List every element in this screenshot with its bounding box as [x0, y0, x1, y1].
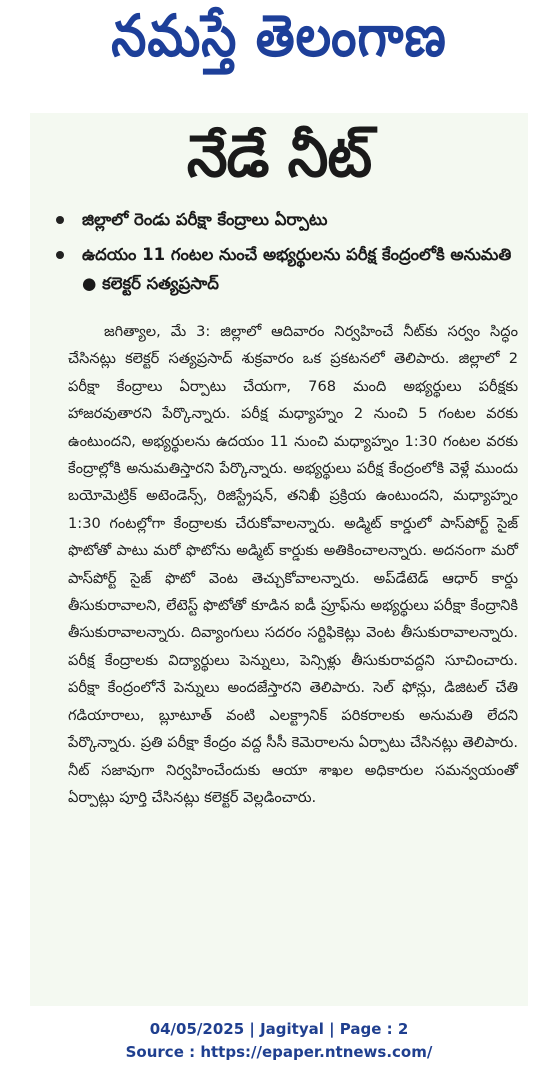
- article-clipping: [30, 113, 528, 1006]
- article-paragraph: జగిత్యాల, మే 3: జిల్లాలో ఆదివారం నిర్వహించే నీట్‌కు సర్వం సిద్ధం చేసినట్లు కలెక్టర్ సత్యప్రసాద్ శుక్రవారం ఒక ప్రకటనలో తెలిపారు. జిల్లాలో 2 పరీక్షా కేంద్రాలు ఏర్పాటు చేయగా, 768 మంది అభ్యర్థులు పరీక్షకు హాజరవుతారని పేర్కొన్నారు. పరీక్ష మధ్యాహ్నం 2 నుంచి 5 గంటల వరకు ఉంటుందని, అభ్యర్థులను ఉదయం 11 నుంచి మధ్యాహ్నం 1:30 గంటల వరకు కేంద్రాల్లోకి అనుమతిస్తారని పేర్కొన్నారు. అభ్యర్థులు పరీక్ష కేంద్రంలోకి వెళ్లే ముందు బయోమెట్రిక్ అటెండెన్స్, రిజిస్ట్రేషన్, తనిఖీ ప్రక్రియ ఉంటుందని, మధ్యాహ్నం 1:30 గంటల్లోగా కేంద్రాలకు చేరుకోవాలన్నారు. అడ్మిట్ కార్డులో పాస్‌పోర్ట్ సైజ్ ఫొటోతో పాటు మరో ఫొటోను అడ్మిట్ కార్డుకు అతికించాలన్నారు. అదనంగా మరో పాస్‌పోర్ట్ సైజ్ ఫొటో వెంట తెచ్చుకోవాలన్నారు. అప్‌డేటెడ్ ఆధార్ కార్డు తీసుకురావాలని, లేటెస్ట్ ఫొటోతో కూడిన ఐడీ ప్రూఫ్‌ను అభ్యర్థులు పరీక్షా కేంద్రానికి తీసుకురావాలన్నారు. దివ్యాంగులు సదరం సర్టిఫికెట్లు వెంట తీసుకురావాలన్నారు. పరీక్ష కేంద్రాలకు విద్యార్థులు పెన్నులు, పెన్సిళ్లు తీసుకురావద్దని సూచించారు. పరీక్షా కేంద్రంలోనే పెన్నులు అందజేస్తారని తెలిపారు. సెల్ ఫోన్లు, డిజిటల్ చేతి గడియారాలు, బ్లూటూత్ వంటి ఎలక్ట్రానిక్ పరికరాలకు అనుమతి లేదని పేర్కొన్నారు. ప్రతి పరీక్షా కేంద్రం వద్ద సీసీ కెమెరాలను ఏర్పాటు చేసినట్లు తెలిపారు. నీట్ సజావుగా నిర్వహించేందుకు ఆయా శాఖల అధికారుల సమన్వయంతో ఏర్పాట్లు పూర్తి చేసినట్లు కలెక్టర్ వెల్లడించారు.: [68, 323, 518, 806]
- highlight-list: [52, 205, 518, 304]
- highlight-item: [52, 240, 518, 298]
- article-headline: నేడే నీట్: [186, 122, 372, 190]
- source-footer: [0, 1018, 558, 1064]
- newspaper-masthead: [0, 4, 558, 82]
- edition-info: 04/05/2025 | Jagityal | Page : 2: [149, 1020, 409, 1038]
- highlight-text: ఉదయం 11 గంటల నుంచే అభ్యర్థులను పరీక్ష కేంద్రంలోకి అనుమతి ● కలెక్టర్ సత్యప్రసాద్: [82, 245, 512, 293]
- highlight-item: [52, 205, 518, 234]
- source-link: Source : https://epaper.ntnews.com/: [125, 1043, 433, 1061]
- highlight-text: జిల్లాలో రెండు పరీక్షా కేంద్రాలు ఏర్పాటు: [82, 210, 328, 229]
- bullet-icon: [56, 216, 64, 224]
- article-body: [68, 318, 518, 811]
- bullet-icon: [56, 251, 64, 259]
- masthead-title: నమస్తే తెలంగాణ: [111, 2, 447, 69]
